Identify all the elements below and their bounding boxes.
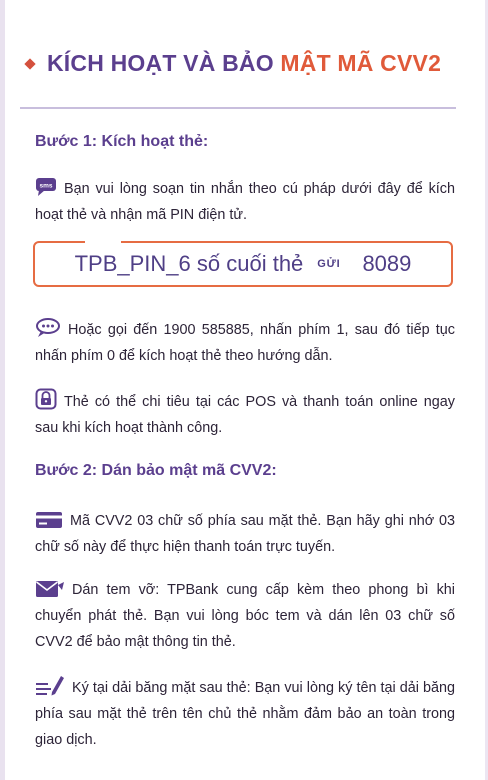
pos-instruction [35,388,455,441]
sms-syntax-box [33,241,453,287]
step1-title: Bước 1: Kích hoạt thẻ: [35,133,209,150]
card-instruction-text: Mã CVV2 03 chữ số phía sau mặt thẻ. Bạn hãy ghi nhớ 03 chữ số này để thực hiện thanh toán trực tuyến. [35,513,455,555]
sticker-instruction [35,577,455,655]
pen-sign-icon [35,674,65,696]
heading-title [47,50,441,77]
section-heading [26,50,441,77]
call-instruction [35,317,455,369]
phone-chat-icon [35,318,61,338]
lock-icon [35,388,57,410]
heading-divider [20,107,456,109]
sign-instruction [35,674,455,753]
sticker-instruction-text: Dán tem vỡ: TPBank cung cấp kèm theo phong bì khi chuyển phát thẻ. Bạn vui lòng bóc tem và dán lên 03 chữ số CVV2 để bảo mật thông tin thẻ. [35,582,455,650]
step2-title: Bước 2: Dán bảo mật mã CVV2: [35,462,277,479]
credit-card-icon [35,511,63,529]
sign-instruction-text: Ký tại dải băng mặt sau thẻ: Bạn vui lòng ký tên tại dải băng phía sau mặt thẻ trên tên chủ thẻ nhằm đảm bảo an toàn trong giao dịch. [35,680,455,748]
syntax-box-notch [85,241,121,243]
sms-instruction-text: Bạn vui lòng soạn tin nhắn theo cú pháp dưới đây để kích hoạt thẻ và nhận mã PIN điện tử. [35,181,455,223]
sms-icon [35,177,57,197]
envelope-icon [35,580,65,598]
left-edge-border [0,0,5,780]
heading-title-part1: KÍCH HOẠT VÀ BẢO [47,50,281,76]
sms-icon-label: sms [39,182,53,190]
sms-instruction [35,176,455,228]
heading-title-part2: MẬT MÃ CVV2 [280,50,442,76]
diamond-bullet-icon [24,58,35,69]
card-instruction [35,508,455,560]
sms-syntax-send-word: GỬI [317,258,341,270]
sms-syntax-number: 8089 [362,251,412,276]
sms-syntax-code: TPB_PIN_6 số cuối thẻ [74,251,304,276]
call-instruction-text: Hoặc gọi đến 1900 585885, nhấn phím 1, sau đó tiếp tục nhấn phím 0 để kích hoạt thẻ theo hướng dẫn. [35,322,455,364]
pos-instruction-text: Thẻ có thể chi tiêu tại các POS và thanh toán online ngay sau khi kích hoạt thành công. [35,394,455,436]
